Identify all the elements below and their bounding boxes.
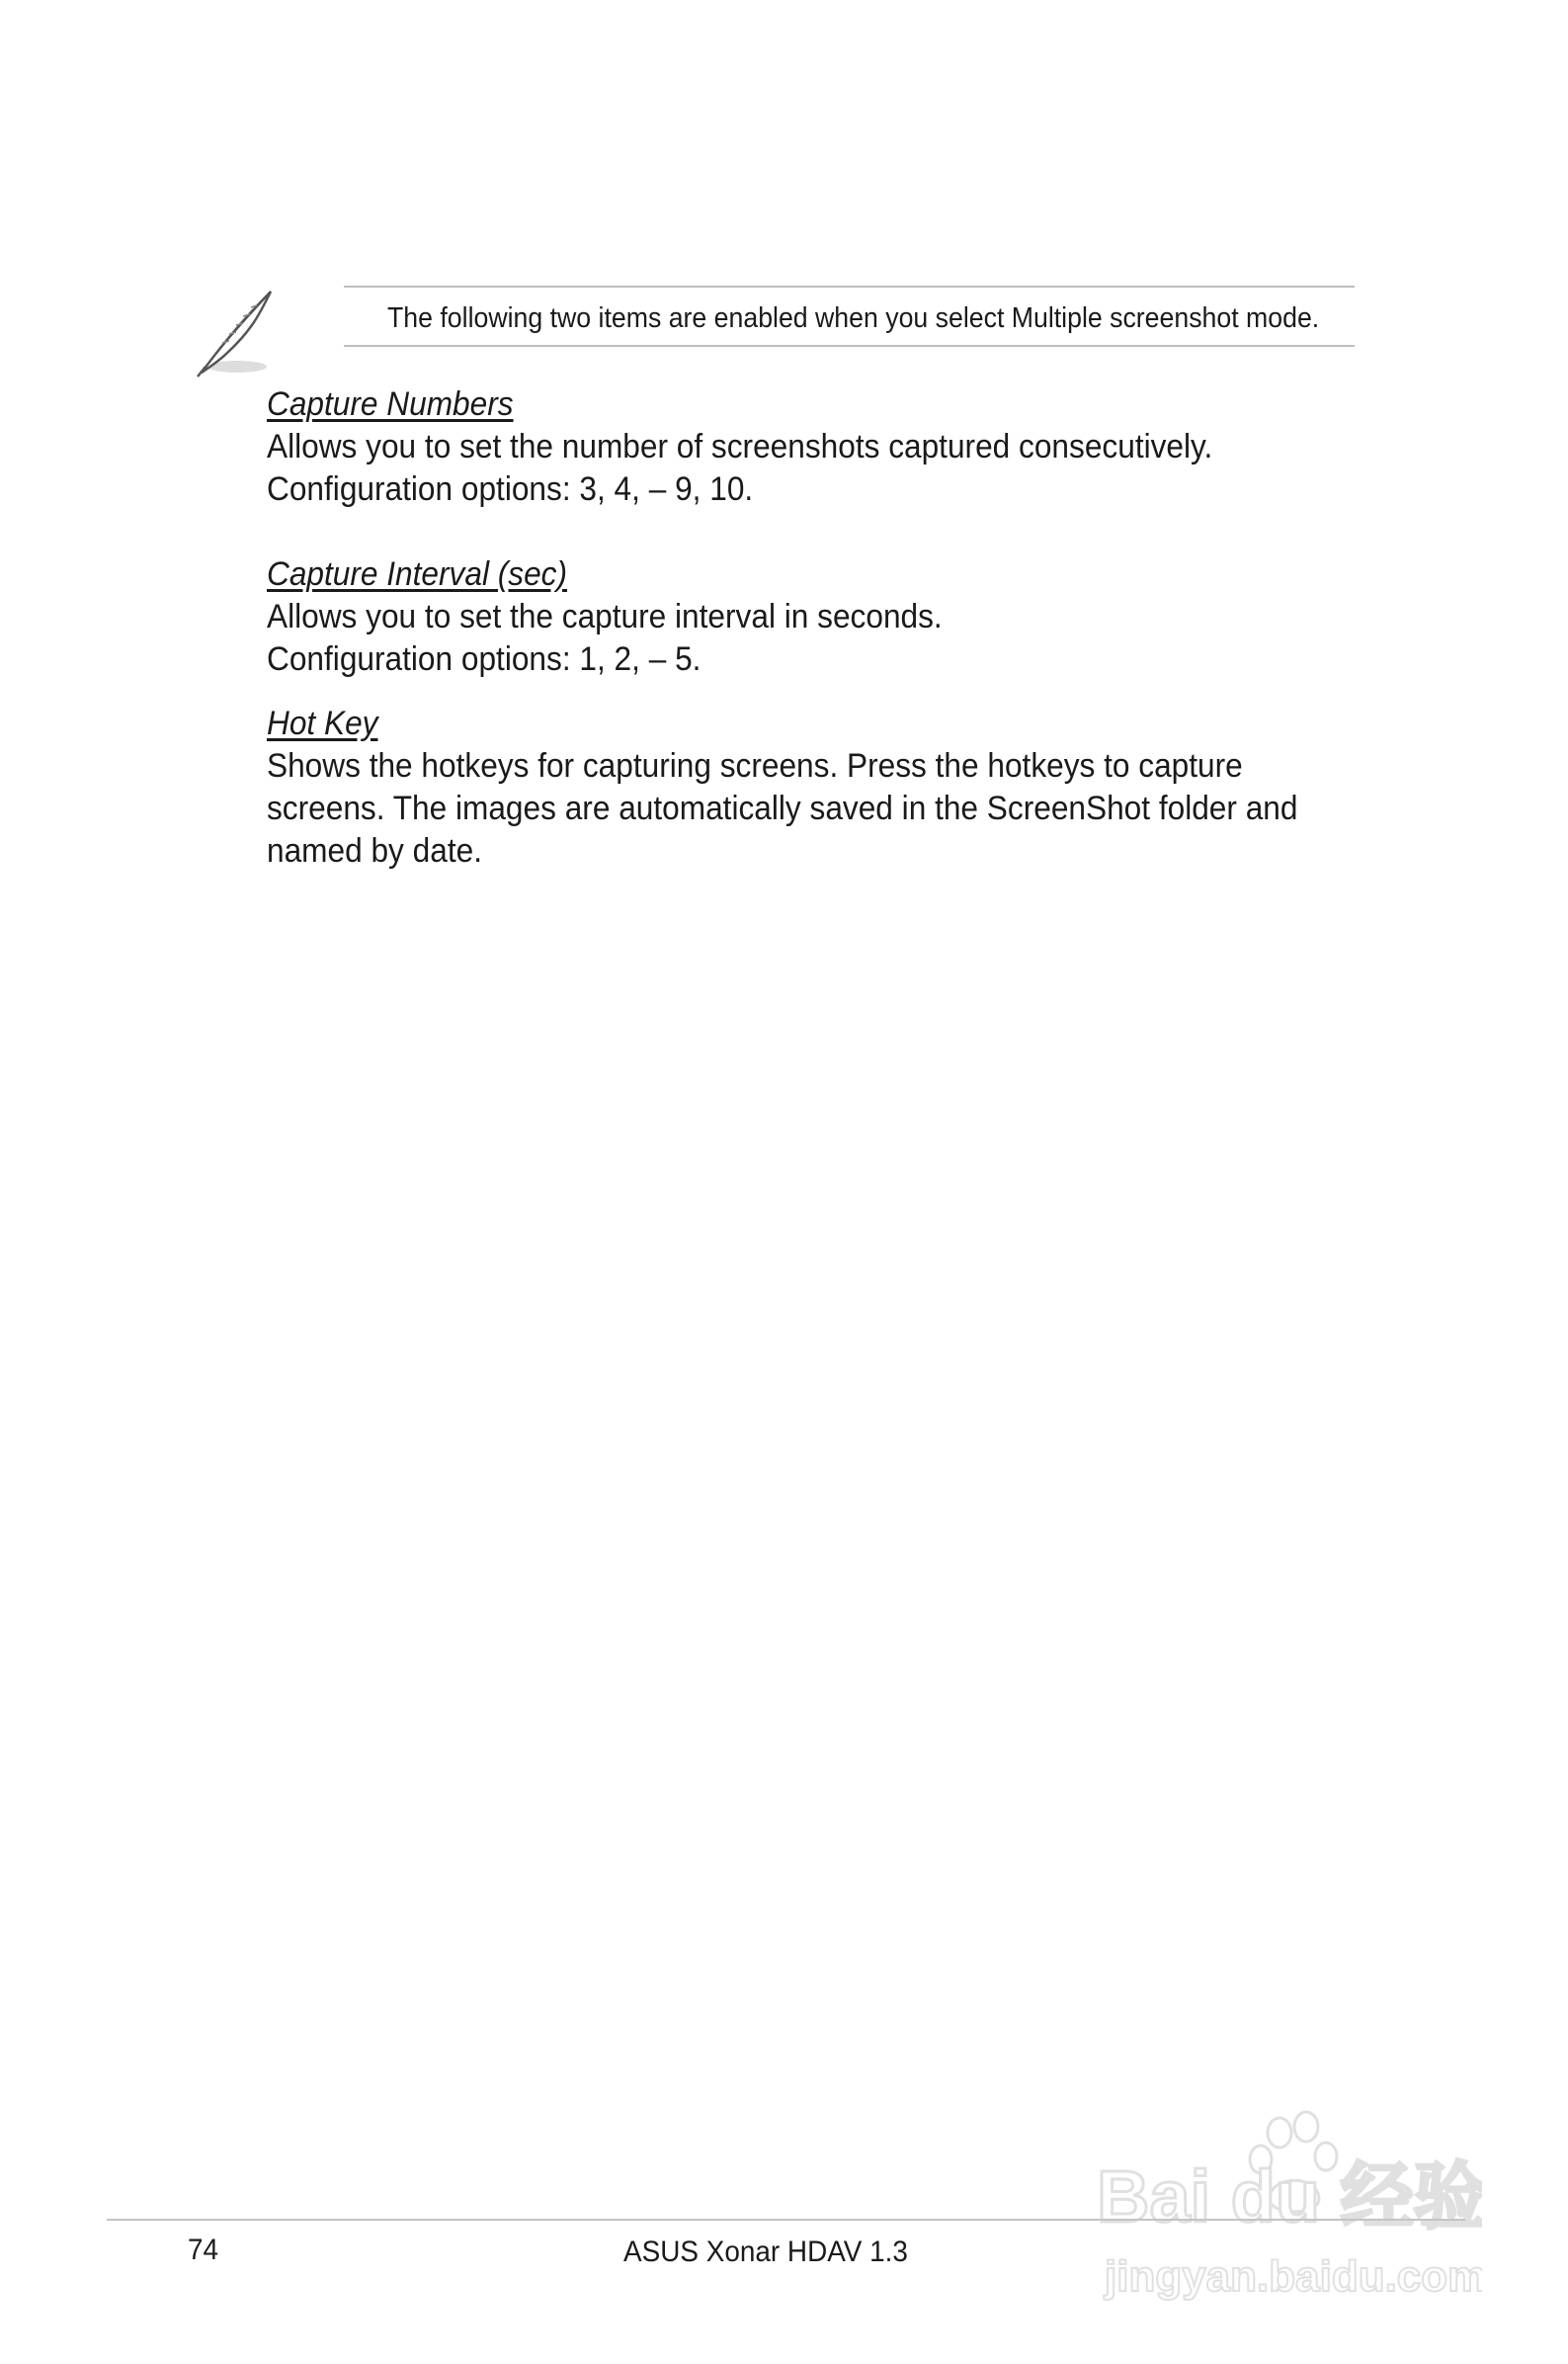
section-line: screens. The images are automatically saved in the ScreenShot folder and <box>267 790 1298 827</box>
section-heading: Hot Key <box>267 705 378 742</box>
section-line: named by date. <box>267 832 482 870</box>
section-capture-interval <box>267 553 1363 681</box>
section-line: Configuration options: 3, 4, – 9, 10. <box>267 470 754 508</box>
section-capture-numbers <box>267 383 1363 511</box>
section-line: Allows you to set the number of screenshots captured consecutively. <box>267 428 1213 465</box>
section-line: Configuration options: 1, 2, – 5. <box>267 640 701 678</box>
section-line: Allows you to set the capture interval in seconds. <box>267 598 943 635</box>
page-number: 74 <box>188 2234 219 2266</box>
section-hot-key <box>267 703 1363 873</box>
watermark-url: jingyan.baidu.com <box>1105 2252 1482 2301</box>
content <box>267 383 1363 873</box>
quill-pen-icon <box>188 282 287 380</box>
note-block <box>188 282 1363 380</box>
note-text: The following two items are enabled when you select Multiple screenshot mode. <box>387 302 1320 334</box>
section-heading: Capture Numbers <box>267 385 514 423</box>
section-heading: Capture Interval (sec) <box>267 555 568 593</box>
section-line: Shows the hotkeys for capturing screens. Press the hotkeys to capture <box>267 747 1243 785</box>
note-box <box>344 286 1355 347</box>
footer-rule <box>107 2219 1465 2221</box>
footer-title: ASUS Xonar HDAV 1.3 <box>623 2236 908 2268</box>
watermark-brand: Bai du 经验 <box>1097 2155 1482 2237</box>
